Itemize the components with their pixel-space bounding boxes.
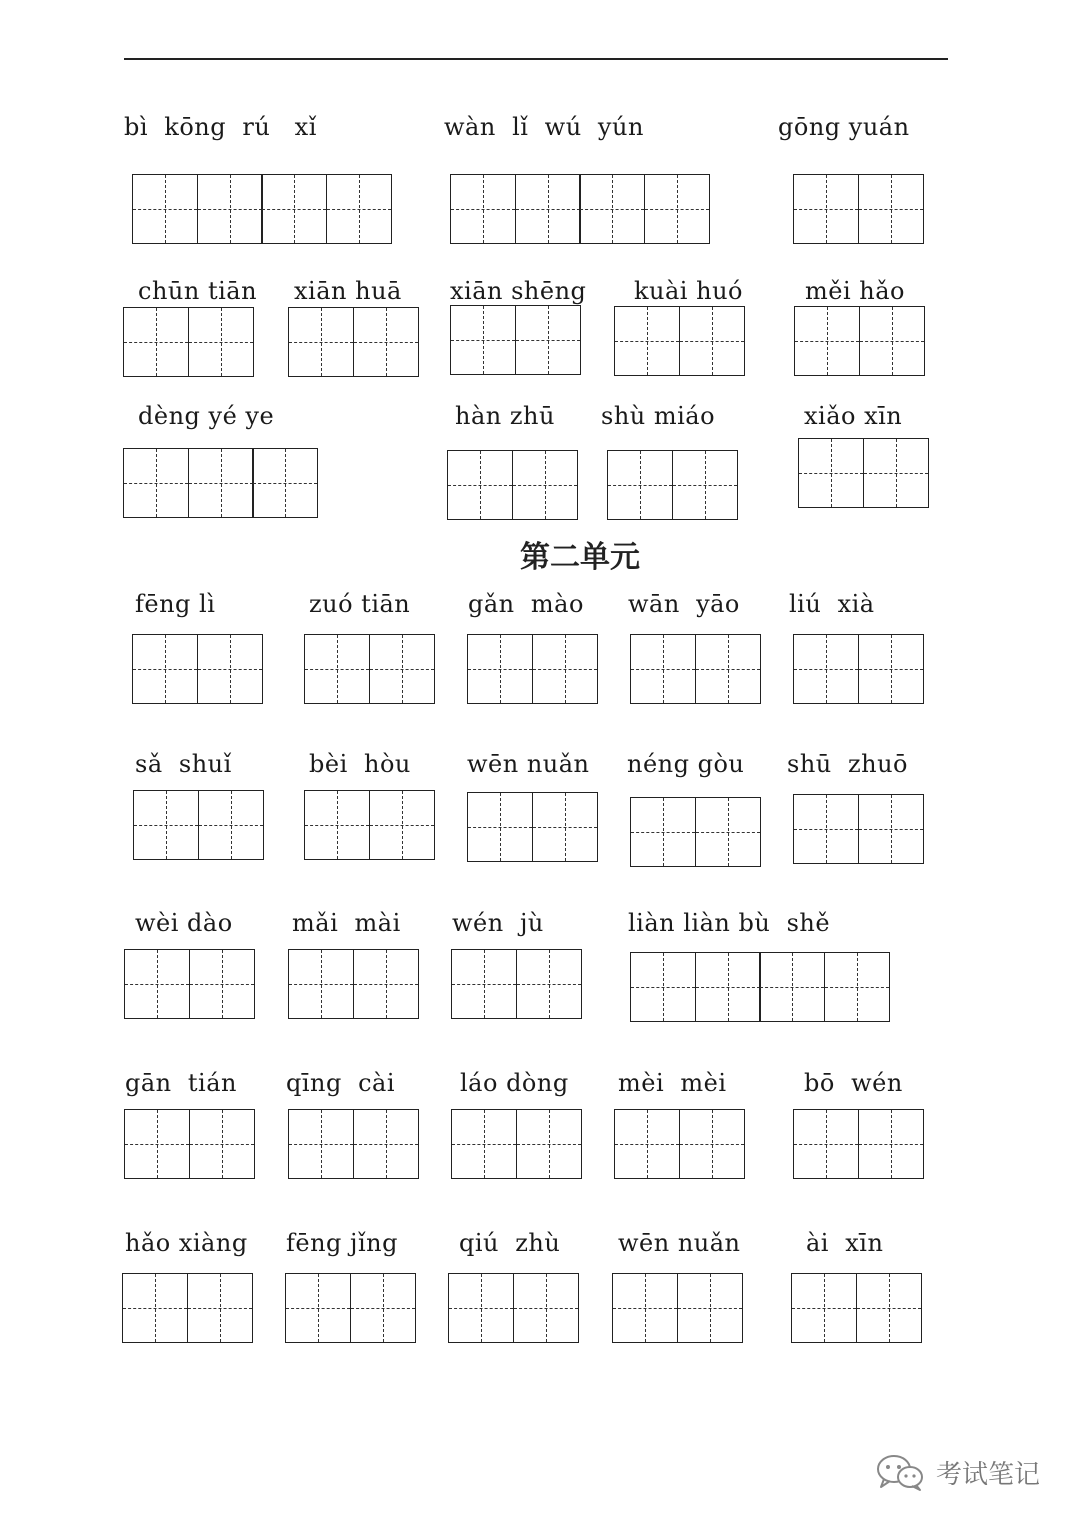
- tianzige-cell[interactable]: [353, 949, 419, 1019]
- writing-grid[interactable]: [798, 438, 929, 508]
- tianzige-cell[interactable]: [261, 174, 327, 244]
- tianzige-cell[interactable]: [515, 174, 581, 244]
- pinyin-label: gǎn mào: [468, 590, 584, 618]
- tianzige-cell[interactable]: [630, 952, 696, 1022]
- writing-grid[interactable]: [132, 634, 263, 704]
- writing-grid[interactable]: [288, 949, 419, 1019]
- pinyin-label: wén jù: [452, 909, 544, 937]
- tianzige-cell[interactable]: [515, 305, 581, 375]
- tianzige-cell[interactable]: [824, 952, 890, 1022]
- tianzige-cell[interactable]: [123, 307, 189, 377]
- tianzige-cell[interactable]: [695, 952, 761, 1022]
- tianzige-cell[interactable]: [467, 634, 533, 704]
- writing-grid[interactable]: [614, 1109, 745, 1179]
- writing-grid[interactable]: [132, 174, 392, 244]
- tianzige-cell[interactable]: [369, 634, 435, 704]
- writing-grid[interactable]: [793, 174, 924, 244]
- tianzige-cell[interactable]: [695, 797, 761, 867]
- writing-grid[interactable]: [123, 307, 254, 377]
- writing-grid[interactable]: [793, 634, 924, 704]
- tianzige-cell[interactable]: [288, 307, 354, 377]
- tianzige-cell[interactable]: [189, 949, 255, 1019]
- pinyin-label: néng gòu: [627, 750, 745, 778]
- pinyin-label: bèi hòu: [309, 750, 411, 778]
- tianzige-cell[interactable]: [532, 634, 598, 704]
- tianzige-cell[interactable]: [350, 1273, 416, 1343]
- writing-grid[interactable]: [304, 634, 435, 704]
- writing-grid[interactable]: [791, 1273, 922, 1343]
- tianzige-cell[interactable]: [132, 634, 198, 704]
- pinyin-label: bō wén: [804, 1069, 903, 1097]
- tianzige-cell[interactable]: [132, 174, 198, 244]
- tianzige-cell[interactable]: [695, 634, 761, 704]
- tianzige-cell[interactable]: [793, 634, 859, 704]
- tianzige-cell[interactable]: [198, 790, 264, 860]
- top-rule: [124, 58, 948, 60]
- tianzige-cell[interactable]: [188, 307, 254, 377]
- writing-grid[interactable]: [630, 634, 761, 704]
- tianzige-cell[interactable]: [614, 306, 680, 376]
- pinyin-label: gān tián: [125, 1069, 237, 1097]
- tianzige-cell[interactable]: [450, 305, 516, 375]
- pinyin-label: hàn zhū: [455, 402, 555, 430]
- tianzige-cell[interactable]: [630, 797, 696, 867]
- tianzige-cell[interactable]: [798, 438, 864, 508]
- pinyin-label: wēn nuǎn: [467, 750, 590, 778]
- writing-grid[interactable]: [467, 792, 598, 862]
- tianzige-cell[interactable]: [516, 949, 582, 1019]
- tianzige-cell[interactable]: [679, 306, 745, 376]
- unit-heading: 第二单元: [520, 540, 640, 575]
- tianzige-cell[interactable]: [859, 306, 925, 376]
- pinyin-label: qiú zhù: [459, 1229, 561, 1257]
- tianzige-cell[interactable]: [794, 306, 860, 376]
- pinyin-label: xiān huā: [294, 277, 402, 305]
- writing-grid[interactable]: [288, 307, 419, 377]
- tianzige-cell[interactable]: [863, 438, 929, 508]
- pinyin-label: bì kōng rú xǐ: [124, 113, 317, 141]
- tianzige-cell[interactable]: [123, 448, 189, 518]
- tianzige-cell[interactable]: [288, 949, 354, 1019]
- tianzige-cell[interactable]: [187, 1273, 253, 1343]
- writing-grid[interactable]: [607, 450, 738, 520]
- pinyin-label: mǎi mài: [292, 909, 401, 937]
- tianzige-cell[interactable]: [858, 634, 924, 704]
- pinyin-label: láo dòng: [460, 1069, 569, 1097]
- tianzige-cell[interactable]: [451, 949, 517, 1019]
- pinyin-label: sǎ shuǐ: [135, 750, 232, 778]
- writing-grid[interactable]: [133, 790, 264, 860]
- tianzige-cell[interactable]: [124, 1109, 190, 1179]
- pinyin-label: zuó tiān: [309, 590, 411, 618]
- pinyin-label: liú xià: [789, 590, 875, 618]
- pinyin-label: fēng lì: [135, 590, 216, 618]
- tianzige-cell[interactable]: [467, 792, 533, 862]
- writing-grid[interactable]: [630, 797, 761, 867]
- writing-grid[interactable]: [450, 174, 710, 244]
- tianzige-cell[interactable]: [133, 790, 199, 860]
- tianzige-cell[interactable]: [252, 448, 318, 518]
- tianzige-cell[interactable]: [630, 634, 696, 704]
- writing-grid[interactable]: [614, 306, 745, 376]
- writing-grid[interactable]: [450, 305, 581, 375]
- tianzige-cell[interactable]: [858, 794, 924, 864]
- tianzige-cell[interactable]: [607, 450, 673, 520]
- tianzige-cell[interactable]: [793, 174, 859, 244]
- pinyin-label: hǎo xiàng: [125, 1229, 248, 1257]
- pinyin-label: wàn lǐ wú yún: [444, 113, 644, 141]
- tianzige-cell[interactable]: [793, 794, 859, 864]
- tianzige-cell[interactable]: [614, 1109, 680, 1179]
- pinyin-label: wān yāo: [628, 590, 740, 618]
- tianzige-cell[interactable]: [579, 174, 645, 244]
- writing-grid[interactable]: [288, 1109, 419, 1179]
- writing-grid[interactable]: [123, 448, 318, 518]
- pinyin-label: xiǎo xīn: [804, 402, 903, 430]
- writing-grid[interactable]: [122, 1273, 253, 1343]
- pinyin-label: gōng yuán: [778, 113, 910, 141]
- writing-grid[interactable]: [124, 1109, 255, 1179]
- watermark-text: 考试笔记: [936, 1459, 1041, 1490]
- watermark: [874, 1452, 1040, 1492]
- pinyin-label: qīng cài: [286, 1069, 396, 1097]
- tianzige-cell[interactable]: [513, 1273, 579, 1343]
- tianzige-cell[interactable]: [793, 1109, 859, 1179]
- writing-grid[interactable]: [612, 1273, 743, 1343]
- tianzige-cell[interactable]: [189, 1109, 255, 1179]
- pinyin-label: fēng jǐng: [286, 1229, 398, 1257]
- tianzige-cell[interactable]: [122, 1273, 188, 1343]
- writing-grid[interactable]: [447, 450, 578, 520]
- pinyin-label: wèi dào: [135, 909, 233, 937]
- tianzige-cell[interactable]: [512, 450, 578, 520]
- writing-grid[interactable]: [793, 794, 924, 864]
- pinyin-label: shū zhuō: [787, 750, 908, 778]
- tianzige-cell[interactable]: [644, 174, 710, 244]
- tianzige-cell[interactable]: [288, 1109, 354, 1179]
- tianzige-cell[interactable]: [326, 174, 392, 244]
- tianzige-cell[interactable]: [304, 790, 370, 860]
- pinyin-label: mèi mèi: [618, 1069, 727, 1097]
- pinyin-label: měi hǎo: [805, 277, 905, 305]
- tianzige-cell[interactable]: [532, 792, 598, 862]
- tianzige-cell[interactable]: [759, 952, 825, 1022]
- pinyin-label: dèng yé ye: [138, 402, 275, 430]
- pinyin-label: xiān shēng: [450, 277, 587, 305]
- tianzige-cell[interactable]: [353, 1109, 419, 1179]
- tianzige-cell[interactable]: [791, 1273, 857, 1343]
- writing-grid[interactable]: [285, 1273, 416, 1343]
- tianzige-cell[interactable]: [679, 1109, 745, 1179]
- tianzige-cell[interactable]: [197, 634, 263, 704]
- writing-grid[interactable]: [794, 306, 925, 376]
- tianzige-cell[interactable]: [612, 1273, 678, 1343]
- tianzige-cell[interactable]: [856, 1273, 922, 1343]
- tianzige-cell[interactable]: [450, 174, 516, 244]
- tianzige-cell[interactable]: [285, 1273, 351, 1343]
- writing-grid[interactable]: [124, 949, 255, 1019]
- pinyin-label: kuài huó: [634, 277, 743, 305]
- writing-grid[interactable]: [304, 790, 435, 860]
- tianzige-cell[interactable]: [677, 1273, 743, 1343]
- tianzige-cell[interactable]: [447, 450, 513, 520]
- wechat-icon: [874, 1452, 926, 1492]
- tianzige-cell[interactable]: [858, 1109, 924, 1179]
- writing-grid[interactable]: [451, 1109, 582, 1179]
- pinyin-label: shù miáo: [601, 402, 716, 430]
- tianzige-cell[interactable]: [197, 174, 263, 244]
- pinyin-label: liàn liàn bù shě: [628, 909, 831, 937]
- tianzige-cell[interactable]: [858, 174, 924, 244]
- writing-grid[interactable]: [467, 634, 598, 704]
- pinyin-label: chūn tiān: [138, 277, 258, 305]
- tianzige-cell[interactable]: [188, 448, 254, 518]
- tianzige-cell[interactable]: [516, 1109, 582, 1179]
- tianzige-cell[interactable]: [124, 949, 190, 1019]
- writing-grid[interactable]: [448, 1273, 579, 1343]
- tianzige-cell[interactable]: [448, 1273, 514, 1343]
- writing-grid[interactable]: [451, 949, 582, 1019]
- tianzige-cell[interactable]: [369, 790, 435, 860]
- tianzige-cell[interactable]: [672, 450, 738, 520]
- writing-grid[interactable]: [793, 1109, 924, 1179]
- pinyin-label: ài xīn: [806, 1229, 884, 1257]
- pinyin-label: wēn nuǎn: [618, 1229, 741, 1257]
- writing-grid[interactable]: [630, 952, 890, 1022]
- tianzige-cell[interactable]: [304, 634, 370, 704]
- tianzige-cell[interactable]: [353, 307, 419, 377]
- tianzige-cell[interactable]: [451, 1109, 517, 1179]
